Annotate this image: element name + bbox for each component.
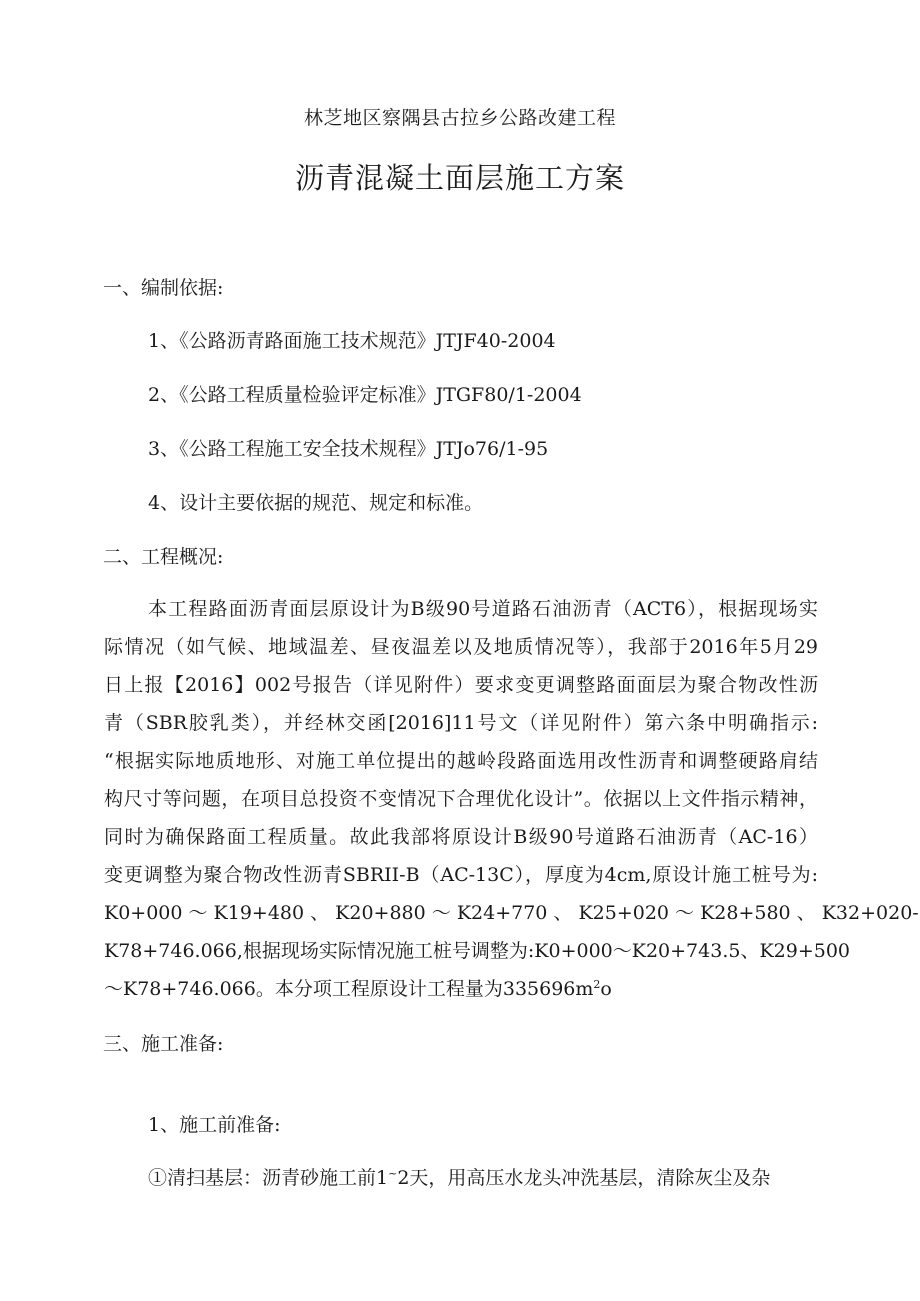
- paragraph-line: 本工程路面沥青面层原设计为B级90号道路石油沥青（ACT6），根据现场实: [148, 598, 818, 620]
- section-2-heading: 二、工程概况:: [103, 546, 224, 568]
- preparation-item-1: [148, 1163, 770, 1190]
- section-3-sub-heading: 1、施工前准备:: [148, 1114, 281, 1136]
- paragraph-last-line: [104, 974, 818, 1001]
- reference-item-4: 4、设计主要依据的规范、规定和标准。: [148, 492, 484, 514]
- paragraph-line: ～K78+746.066。本分项工程原设计工程量为335696m: [104, 978, 594, 1000]
- paragraph-line: 际情况（如气候、地域温差、昼夜温差以及地质情况等），我部于2016年5月29: [104, 636, 818, 658]
- prep-item-prefix: ①清扫基层：沥青砂施工前1: [148, 1167, 389, 1189]
- reference-item-1: 1、《公路沥青路面施工技术规范》JTJF40-2004: [148, 330, 556, 352]
- prep-item-suffix: 2天，用高压水龙头冲洗基层，清除灰尘及杂: [397, 1167, 771, 1189]
- paragraph-line: K0+000 ～ K19+480 、 K20+880 ～ K24+770 、 K25+020 ～ K28+580 、 K32+020-: [104, 902, 919, 924]
- area-superscript: 2: [593, 978, 601, 991]
- paragraph-line: 青（SBR胶乳类），并经林交函[2016]11号文（详见附件）第六条中明确指示:: [104, 712, 818, 734]
- paragraph-line: 同时为确保路面工程质量。故此我部将原设计B级90号道路石油沥青（AC-16）: [104, 826, 818, 848]
- prep-item-tilde: ~: [388, 1167, 398, 1180]
- paragraph-line: 日上报【2016】002号报告（详见附件）要求变更调整路面面层为聚合物改性沥: [104, 674, 818, 696]
- area-tail: o: [600, 978, 612, 1000]
- paragraph-line: “根据实际地质地形、对施工单位提出的越岭段路面选用改性沥青和调整硬路肩结: [104, 750, 818, 772]
- paragraph-line: 构尺寸等问题，在项目总投资不变情况下合理优化设计”。依据以上文件指示精神，: [104, 788, 818, 810]
- section-1-heading: 一、编制依据:: [103, 277, 224, 299]
- reference-item-3: 3、《公路工程施工安全技术规程》JTJo76/1-95: [148, 438, 549, 460]
- paragraph-line: K78+746.066,根据现场实际情况施工桩号调整为:K0+000～K20+743.5、K29+500: [104, 940, 851, 962]
- reference-item-2: 2、《公路工程质量检验评定标准》JTGF80/1-2004: [148, 384, 582, 406]
- document-title: 沥青混凝土面层施工方案: [294, 161, 625, 195]
- section-3-heading: 三、施工准备:: [103, 1033, 224, 1055]
- document-subtitle: 林芝地区察隅县古拉乡公路改建工程: [303, 107, 616, 129]
- paragraph-line: 变更调整为聚合物改性沥青SBRII-B（AC-13C），厚度为4cm,原设计施工桩号为:: [104, 864, 818, 886]
